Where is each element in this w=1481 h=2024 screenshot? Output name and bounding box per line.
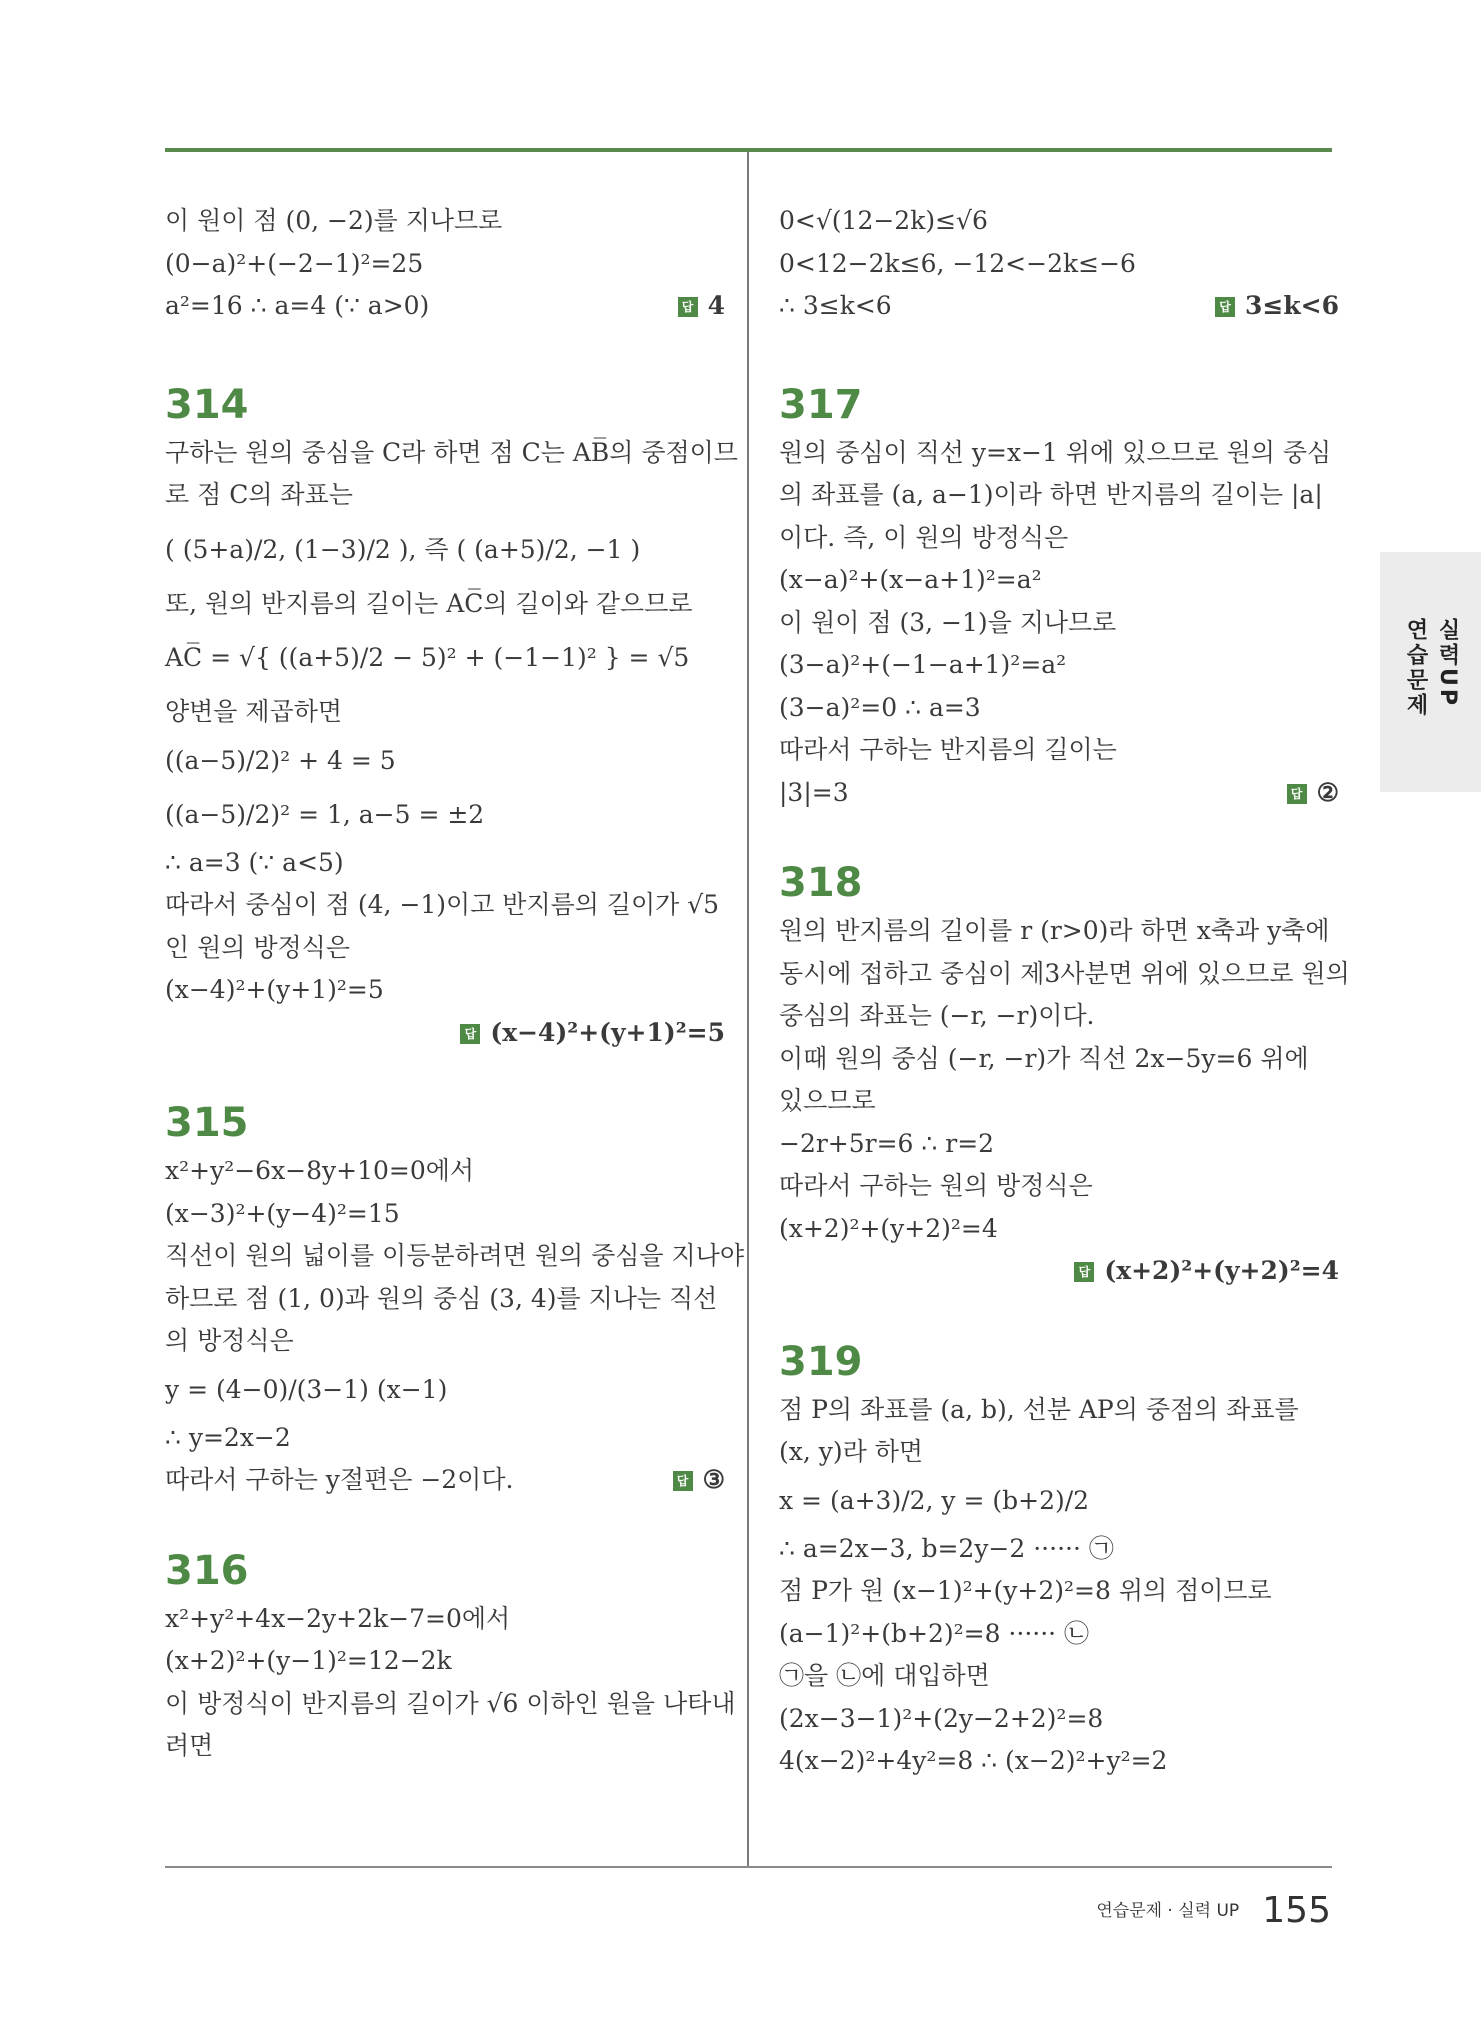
solution-text: 따라서 구하는 y절편은 −2이다. xyxy=(165,1465,514,1494)
left-column xyxy=(165,200,744,1768)
section-side-tab xyxy=(1380,552,1481,792)
solution-line: 원의 중심이 직선 y=x−1 위에 있으므로 원의 중심 xyxy=(779,437,1332,467)
solution-line: (2x−3−1)²+(2y−2+2)²=8 xyxy=(779,1703,1104,1733)
solution-line: 0<12−2k≤6, −12<−2k≤−6 xyxy=(779,248,1136,278)
right-column xyxy=(779,200,1350,1783)
problem-number-318: 318 xyxy=(779,860,863,906)
side-tab-label-exercise: 연습문제 xyxy=(1403,618,1428,718)
answer xyxy=(1215,285,1339,328)
solution-line: 려면 xyxy=(165,1731,214,1760)
solution-line: (x−3)²+(y−4)²=15 xyxy=(165,1198,400,1228)
page-number: 155 xyxy=(1262,1890,1331,1931)
solution-line: ((a−5)/2)² + 4 = 5 xyxy=(165,745,396,775)
solution-line: 인 원의 방정식은 xyxy=(165,932,350,962)
solution-line: 직선이 원의 넓이를 이등분하려면 원의 중심을 지나야 xyxy=(165,1241,744,1270)
solution-line: x = (a+3)/2, y = (b+2)/2 xyxy=(779,1485,1090,1515)
answer-marker-icon: 답 xyxy=(460,1024,480,1044)
problem-number-316: 316 xyxy=(165,1547,249,1594)
solution-line: −2r+5r=6 ∴ r=2 xyxy=(779,1128,995,1158)
footer-section-label: 연습문제 · 실력 UP xyxy=(1096,1901,1240,1921)
solution-line: 이다. 즉, 이 원의 방정식은 xyxy=(779,522,1069,552)
solution-line: AC̅ = √{ ((a+5)/2 − 5)² + (−1−1)² } = √5 xyxy=(165,643,690,672)
problem-number-319: 319 xyxy=(779,1338,863,1385)
answer-text: 3≤k<6 xyxy=(1244,291,1339,320)
solution-line: ((a−5)/2)² = 1, a−5 = ±2 xyxy=(165,799,485,829)
solution-line: 하므로 점 (1, 0)과 원의 중심 (3, 4)를 지나는 직선 xyxy=(165,1283,718,1313)
solution-line: 원의 반지름의 길이를 r (r>0)라 하면 x축과 y축에 xyxy=(779,916,1330,945)
answer xyxy=(678,285,725,328)
answer-text: (x+2)²+(y+2)²=4 xyxy=(1104,1256,1339,1285)
solution-line: y = (4−0)/(3−1) (x−1) xyxy=(165,1374,448,1404)
solution-line: 0<√(12−2k)≤√6 xyxy=(779,206,988,235)
solution-line xyxy=(165,285,725,328)
solution-line: 중심의 좌표는 (−r, −r)이다. xyxy=(779,1001,1095,1030)
problem-number-317: 317 xyxy=(779,381,863,428)
answer-marker-icon: 답 xyxy=(1074,1262,1094,1282)
solution-line: 로 점 C의 좌표는 xyxy=(165,480,353,509)
answer-marker-icon: 답 xyxy=(673,1471,693,1491)
solution-line: ㉠을 ㉡에 대입하면 xyxy=(779,1661,990,1690)
solution-line: (a−1)²+(b+2)²=8 ······ ㉡ xyxy=(779,1618,1090,1648)
answer-text: ③ xyxy=(702,1465,725,1494)
solution-line: 양변을 제곱하면 xyxy=(165,697,342,726)
solution-line: ( (5+a)/2, (1−3)/2 ), 즉 ( (a+5)/2, −1 ) xyxy=(165,534,641,564)
solution-line: (x+2)²+(y−1)²=12−2k xyxy=(165,1646,452,1675)
answer-marker-icon: 답 xyxy=(1215,297,1235,317)
solution-line: ∴ a=2x−3, b=2y−2 ······ ㉠ xyxy=(779,1533,1114,1563)
answer xyxy=(779,1250,1339,1293)
solution-line: 동시에 접하고 중심이 제3사분면 위에 있으므로 원의 xyxy=(779,958,1350,988)
solution-line: 이 원이 점 (3, −1)을 지나므로 xyxy=(779,607,1117,637)
solution-line: 점 P의 좌표를 (a, b), 선분 AP의 중점의 좌표를 xyxy=(779,1394,1299,1424)
solution-line: 이때 원의 중심 (−r, −r)가 직선 2x−5y=6 위에 xyxy=(779,1043,1309,1073)
answer-text: 4 xyxy=(707,291,725,320)
solution-line: 또, 원의 반지름의 길이는 AC̅의 길이와 같으므로 xyxy=(165,588,693,618)
problem-number-314: 314 xyxy=(165,381,249,428)
solution-line: 구하는 원의 중심을 C라 하면 점 C는 AB̅의 중점이므 xyxy=(165,437,738,467)
solution-line: x²+y²−6x−8y+10=0에서 xyxy=(165,1156,475,1185)
answer-marker-icon: 답 xyxy=(678,297,698,317)
solution-line: (x−a)²+(x−a+1)²=a² xyxy=(779,565,1042,594)
solution-line: (3−a)²=0 ∴ a=3 xyxy=(779,692,981,722)
solution-text: ∴ 3≤k<6 xyxy=(779,291,892,320)
solution-line: 따라서 구하는 원의 방정식은 xyxy=(779,1171,1093,1200)
solution-line: 의 좌표를 (a, a−1)이라 하면 반지름의 길이는 |a| xyxy=(779,480,1323,509)
solution-line: 점 P가 원 (x−1)²+(y+2)²=8 위의 점이므로 xyxy=(779,1576,1272,1605)
solution-line xyxy=(779,772,1339,815)
solution-line: (3−a)²+(−1−a+1)²=a² xyxy=(779,650,1067,679)
solution-line: 따라서 중심이 점 (4, −1)이고 반지름의 길이가 √5 xyxy=(165,890,720,919)
answer-text: (x−4)²+(y+1)²=5 xyxy=(490,1017,725,1047)
problem-number-315: 315 xyxy=(165,1100,249,1146)
bottom-rule xyxy=(165,1866,1332,1868)
solution-text: |3|=3 xyxy=(779,777,849,807)
page-footer xyxy=(1096,1890,1331,1931)
solution-line: 이 방정식이 반지름의 길이가 √6 이하인 원을 나타내 xyxy=(165,1688,736,1718)
side-tab-label-skill-up: 실력UP xyxy=(1435,618,1460,708)
solution-line: (0−a)²+(−2−1)²=25 xyxy=(165,248,424,278)
solution-line: (x+2)²+(y+2)²=4 xyxy=(779,1213,998,1243)
solution-line: 있으므로 xyxy=(779,1086,876,1115)
answer-marker-icon: 답 xyxy=(1287,784,1307,804)
solution-line: 4(x−2)²+4y²=8 ∴ (x−2)²+y²=2 xyxy=(779,1746,1168,1775)
solution-line: 이 원이 점 (0, −2)를 지나므로 xyxy=(165,206,503,235)
solution-line: ∴ y=2x−2 xyxy=(165,1422,291,1452)
answer-text: ② xyxy=(1316,777,1339,807)
answer xyxy=(673,1459,725,1502)
column-divider xyxy=(747,152,749,1866)
solution-line: ∴ a=3 (∵ a<5) xyxy=(165,847,344,877)
solution-line: x²+y²+4x−2y+2k−7=0에서 xyxy=(165,1603,511,1633)
solution-line xyxy=(779,285,1339,328)
answer xyxy=(1287,772,1339,815)
solution-line: (x−4)²+(y+1)²=5 xyxy=(165,975,384,1004)
solution-line: 의 방정식은 xyxy=(165,1326,294,1355)
solution-line: (x, y)라 하면 xyxy=(779,1437,924,1466)
solution-line: 따라서 구하는 반지름의 길이는 xyxy=(779,735,1117,764)
answer xyxy=(165,1012,725,1055)
solution-line xyxy=(165,1459,725,1502)
solution-text: a²=16 ∴ a=4 (∵ a>0) xyxy=(165,291,430,320)
